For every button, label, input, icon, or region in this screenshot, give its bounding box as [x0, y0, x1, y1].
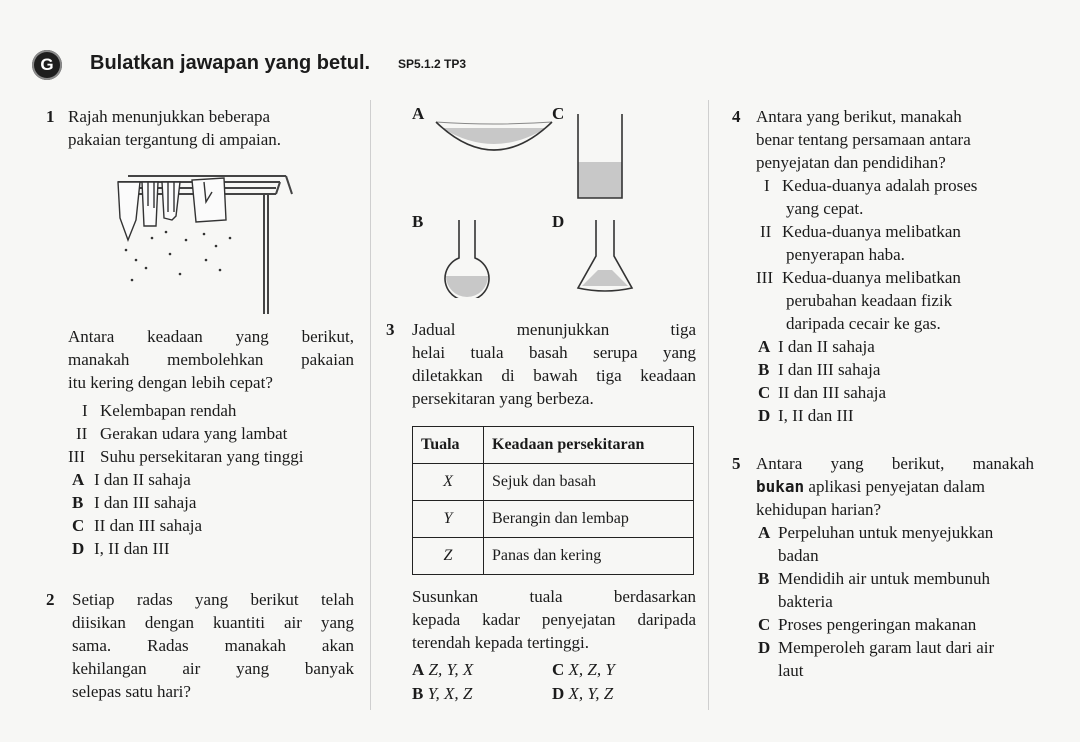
q4-option-b[interactable]: B I dan III sahaja — [758, 360, 881, 379]
q3-condition-y: Berangin dan lembap — [484, 501, 694, 538]
question-1-body — [68, 325, 354, 394]
hanging-clothes — [118, 178, 226, 240]
q2-line: diisikan dengan kuantiti air yang — [72, 613, 354, 632]
apparatus-label-a: A — [412, 104, 425, 123]
q3-after-line: kepada kadar penyejatan daripada — [412, 610, 696, 629]
question-number: 2 — [46, 590, 55, 609]
q2-line: Setiap radas yang berikut telah — [72, 590, 354, 609]
q4-option-c[interactable]: C II dan III sahaja — [758, 383, 887, 402]
q3-towel-x: X — [413, 464, 484, 501]
q1-question-line: itu kering dengan lebih cepat? — [68, 373, 273, 392]
q4-line: Antara yang berikut, manakah — [756, 107, 962, 126]
q2-line: selepas satu hari? — [72, 682, 191, 701]
q3-table — [412, 426, 694, 575]
q5-option-d[interactable]: D Memperoleh garam laut dari air laut — [758, 638, 995, 680]
q3-header-condition: Keadaan persekitaran — [484, 427, 694, 464]
q3-towel-y: Y — [413, 501, 484, 538]
table-row — [413, 538, 694, 575]
q1-option-c[interactable]: C II dan III sahaja — [72, 516, 203, 535]
question-number: 3 — [386, 320, 395, 339]
q5-bold-word: bukan — [756, 477, 805, 496]
q3-line: diletakkan di bawah tiga keadaan — [412, 366, 696, 385]
q1-statement: I Kelembapan rendah — [82, 401, 237, 420]
q4-statements — [756, 174, 1046, 335]
q3-instruction — [412, 585, 696, 654]
q5-line: Antara yang berikut, manakah — [756, 454, 1034, 473]
q1-option-d[interactable]: D I, II dan III — [72, 539, 170, 558]
q5-option-a[interactable]: A Perpeluhan untuk menyejukkan badan — [758, 523, 994, 565]
q1-statements — [68, 399, 358, 468]
clothesline-illustration — [108, 168, 300, 318]
water-drops — [125, 231, 232, 282]
q1-option-b[interactable]: B I dan III sahaja — [72, 493, 197, 512]
q3-condition-x: Sejuk dan basah — [484, 464, 694, 501]
q5-option-c[interactable]: C Proses pengeringan makanan — [758, 615, 977, 634]
q3-line: Jadual menunjukkan tiga — [412, 320, 696, 339]
question-number: 4 — [732, 107, 741, 126]
q1-option-a[interactable]: A I dan II sahaja — [72, 470, 191, 489]
q2-line: sama. Radas manakah akan — [72, 636, 354, 655]
q3-option-b[interactable]: B Y, X, Z — [412, 684, 473, 703]
q3-option-c[interactable]: C X, Z, Y — [552, 660, 615, 679]
q4-options — [758, 335, 1038, 427]
question-number: 5 — [732, 454, 741, 473]
q4-line: benar tentang persamaan antara — [756, 130, 971, 149]
q4-option-d[interactable]: D I, II dan III — [758, 406, 854, 425]
q1-stem-line: Rajah menunjukkan beberapa — [68, 107, 271, 126]
column-divider-left — [370, 100, 371, 710]
q5-option-b[interactable]: B Mendidih air untuk membunuh bakteria — [758, 569, 991, 611]
q4-statement: II Kedua-duanya melibatkan penyerapan haba. — [760, 222, 961, 264]
apparatus-label-b: B — [412, 212, 424, 231]
apparatus-b-round-flask — [440, 218, 494, 298]
q4-line: penyejatan dan pendidihan? — [756, 153, 946, 172]
q2-line: kehilangan air yang banyak — [72, 659, 354, 678]
q3-towel-z: Z — [413, 538, 484, 575]
q1-statement: II Gerakan udara yang lambat — [76, 424, 288, 443]
q4-statement: I Kedua-duanya adalah proses yang cepat. — [764, 176, 978, 218]
apparatus-label-c: C — [552, 104, 565, 123]
q1-statement: III Suhu persekitaran yang tinggi — [68, 447, 304, 466]
column-divider-right — [708, 100, 709, 710]
table-row — [413, 464, 694, 501]
q3-line: helai tuala basah serupa yang — [412, 343, 696, 362]
q4-statement: III Kedua-duanya melibatkan perubahan keadaan fizik daripada cecair ke gas. — [756, 268, 961, 333]
q3-options — [412, 658, 702, 706]
apparatus-c-cylinder — [574, 112, 626, 202]
question-number: 1 — [46, 107, 55, 126]
q3-after-line: terendah kepada tertinggi. — [412, 633, 590, 652]
q1-stem-line: pakaian tergantung di ampaian. — [68, 130, 282, 149]
q3-condition-z: Panas dan kering — [484, 538, 694, 575]
table-row — [413, 501, 694, 538]
q3-table-header — [413, 427, 694, 464]
apparatus-a-dish — [432, 118, 556, 154]
q3-header-towel: Tuala — [413, 427, 484, 464]
q5-line: bukan aplikasi penyejatan dalam — [756, 477, 985, 496]
q1-question-line: manakah membolehkan pakaian — [68, 350, 354, 369]
q3-option-a[interactable]: A Z, Y, X — [412, 660, 474, 679]
q3-after-line: Susunkan tuala berdasarkan — [412, 587, 696, 606]
section-instruction: Bulatkan jawapan yang betul. — [90, 52, 371, 74]
q3-line: persekitaran yang berbeza. — [412, 389, 594, 408]
q1-question-line: Antara keadaan yang berikut, — [68, 327, 354, 346]
section-badge-letter: G — [40, 55, 54, 74]
q5-line: kehidupan harian? — [756, 500, 882, 519]
apparatus-label-d: D — [552, 212, 565, 231]
apparatus-d-conical-flask — [574, 218, 636, 294]
q1-options — [72, 468, 352, 560]
q4-option-a[interactable]: A I dan II sahaja — [758, 337, 875, 356]
skill-code: SP5.1.2 TP3 — [398, 57, 467, 71]
q5-options — [758, 521, 1048, 682]
q3-option-d[interactable]: D X, Y, Z — [552, 684, 614, 703]
